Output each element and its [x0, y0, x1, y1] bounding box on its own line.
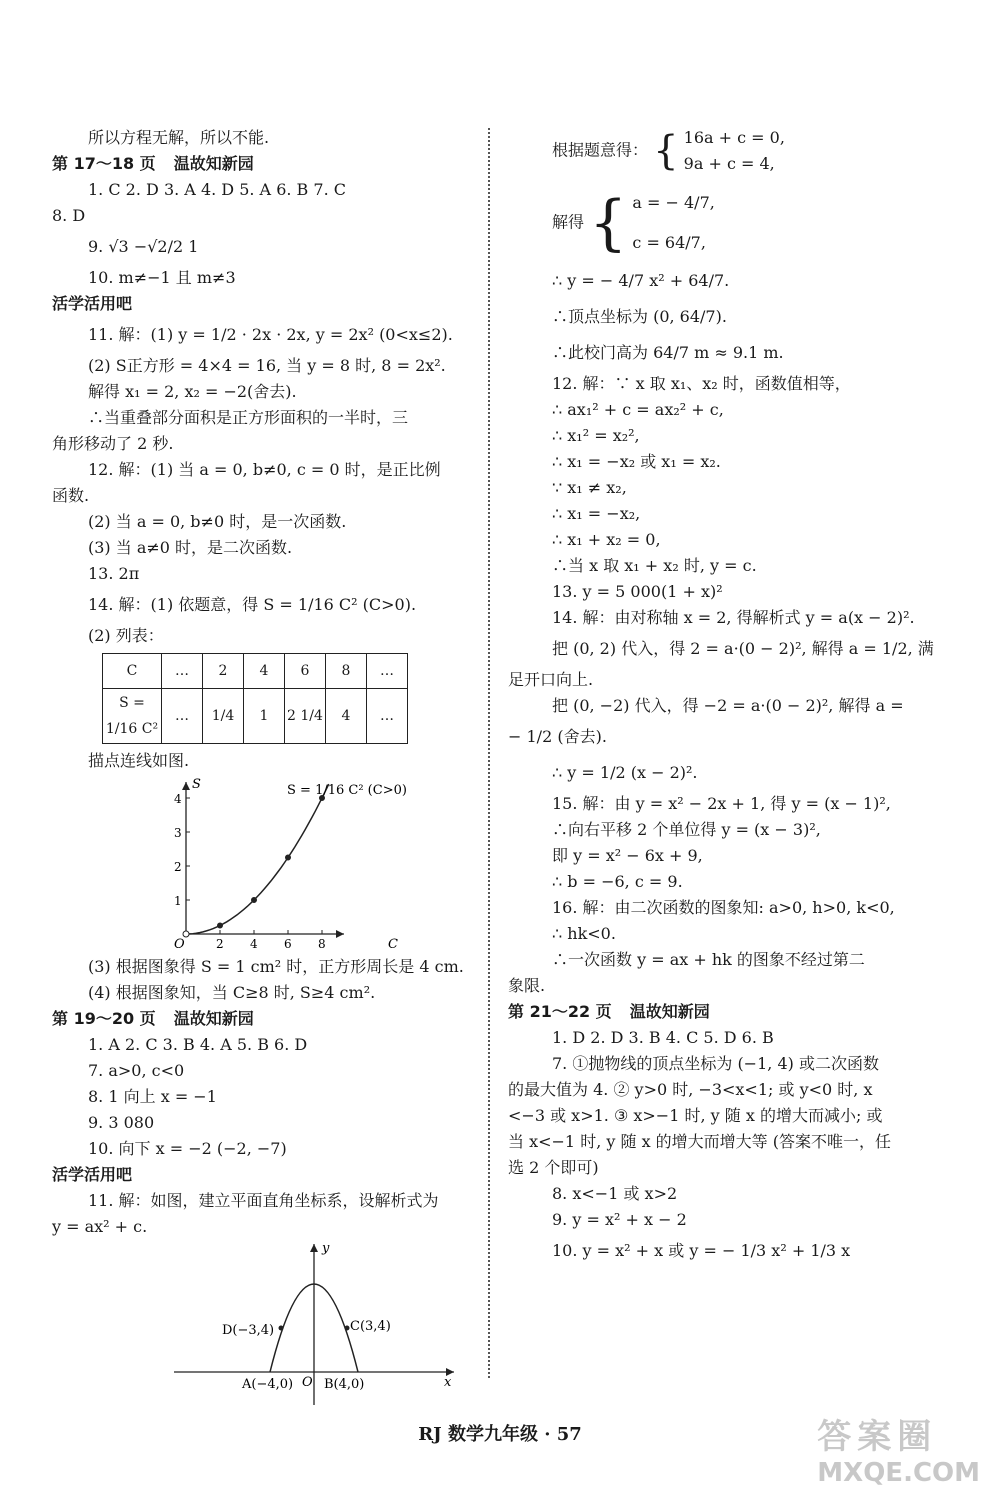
solution-line: 角形移动了 2 秒.	[52, 434, 174, 453]
x-axis-arrow	[336, 930, 344, 938]
solution-line: 根据题意得： { 16a + c = 0, 9a + c = 4,	[508, 125, 928, 177]
section-heading: 第 17～18 页 温故知新园	[52, 154, 254, 173]
solution-line: (3) 根据图象得 S = 1 cm² 时，正方形周长是 4 cm.	[88, 957, 464, 976]
solution-line: (2) S正方形 = 4×4 = 16, 当 y = 8 时, 8 = 2x².	[88, 356, 446, 375]
solution-line: ∴ hk<0.	[552, 924, 616, 943]
solution-line: 14. 解：由对称轴 x = 2, 得解析式 y = a(x − 2)².	[552, 608, 915, 627]
y-axis-arrow	[310, 1244, 318, 1252]
solution-line: 描点连线如图.	[88, 751, 190, 770]
table-row	[103, 689, 408, 744]
data-point	[252, 898, 257, 903]
table-cell: 1	[244, 689, 285, 744]
y-axis-arrow	[182, 782, 190, 790]
solution-line: 12. 解：∵ x 取 x₁、x₂ 时，函数值相等，	[552, 374, 851, 393]
table-cell: …	[367, 654, 408, 689]
solution-line: (2) 列表：	[88, 626, 164, 645]
answer-line: 1. A 2. C 3. B 4. A 5. B 6. D	[88, 1035, 308, 1054]
solution-line: 解得 x₁ = 2, x₂ = −2(舍去).	[88, 382, 297, 401]
answer-line: 8. 1 向上 x = −1	[88, 1087, 217, 1106]
solution-line: (3) 当 a≠0 时，是二次函数.	[88, 538, 293, 557]
graph-marks	[183, 784, 329, 937]
table-cell: C	[103, 654, 162, 689]
section-heading: 活学活用吧	[52, 1165, 133, 1184]
solution-line: ∴顶点坐标为 (0, 64/7).	[552, 307, 727, 326]
answer-line: 10. y = x² + x 或 y = − 1/3 x² + 1/3 x	[552, 1241, 851, 1260]
y-tick-label: 1	[174, 894, 182, 908]
solution-line: ∴ x₁² = x₂²,	[552, 426, 640, 445]
table-cell: 2 1/4	[285, 689, 326, 744]
column-divider	[488, 128, 490, 1378]
gate-parabola-graph	[164, 1240, 464, 1410]
y-axis-name: y	[322, 1241, 330, 1256]
solution-line: ∴ y = − 4/7 x² + 64/7.	[552, 271, 730, 290]
solution-line: ∴ ax₁² + c = ax₂² + c,	[552, 400, 724, 419]
table-row	[103, 654, 408, 689]
table-cell: 6	[285, 654, 326, 689]
answer-line: 7. a>0, c<0	[88, 1061, 185, 1080]
solution-line: (4) 根据图象知，当 C≥8 时, S≥4 cm².	[88, 983, 376, 1002]
solution-line: 11. 解：如图，建立平面直角坐标系，设解析式为	[88, 1191, 439, 1210]
answer-line: 7. ①抛物线的顶点坐标为 (−1, 4) 或二次函数	[552, 1054, 879, 1073]
table-cell: 8	[326, 654, 367, 689]
x-axis-name: x	[444, 1375, 452, 1390]
solution-line: y = ax² + c.	[52, 1217, 148, 1236]
equation-system: a = − 4/7, c = 64/7,	[632, 193, 715, 252]
x-tick-label: 2	[216, 937, 224, 951]
solution-line: 15. 解：由 y = x² − 2x + 1, 得 y = (x − 1)²,	[552, 794, 891, 813]
table-cell: 2	[203, 654, 244, 689]
value-table	[102, 653, 408, 744]
solution-line: 13. y = 5 000(1 + x)²	[552, 582, 723, 601]
table-cell: 1/4	[203, 689, 244, 744]
point-d	[279, 1326, 284, 1331]
data-point	[286, 855, 291, 860]
answer-line: 8. D	[52, 206, 86, 225]
solution-line: ∴ y = 1/2 (x − 2)².	[552, 763, 698, 782]
y-axis-name: S	[192, 777, 201, 792]
x-tick-label: 4	[250, 937, 258, 951]
table-cell: …	[162, 689, 203, 744]
curve-s-c	[186, 784, 329, 934]
table-cell: …	[162, 654, 203, 689]
solution-line: ∴ x₁ = −x₂ 或 x₁ = x₂.	[552, 452, 721, 471]
solution-line: 把 (0, −2) 代入，得 −2 = a·(0 − 2)², 解得 a =	[552, 696, 904, 715]
answer-line: 10. m≠−1 且 m≠3	[88, 268, 236, 287]
solution-line: 足开口向上.	[508, 670, 594, 689]
watermark-logo: 答案圈 MXQE.COM	[817, 1417, 980, 1488]
brace: {	[653, 128, 679, 174]
solution-line: 解得 { a = − 4/7, c = 64/7,	[508, 183, 928, 263]
left-column	[52, 125, 472, 1410]
point-b-label: B(4,0)	[324, 1377, 365, 1392]
graph-axes	[174, 782, 344, 951]
brace: {	[589, 188, 628, 258]
section-heading: 活学活用吧	[52, 294, 133, 313]
solution-line: 13. 2π	[88, 564, 140, 583]
answer-line: 的最大值为 4. ② y>0 时, −3<x<1; 或 y<0 时, x	[508, 1080, 873, 1099]
answer-line: 8. x<−1 或 x>2	[552, 1184, 678, 1203]
section-heading: 第 19～20 页 温故知新园	[52, 1009, 254, 1028]
table-cell: S = 1/16 C²	[103, 689, 162, 744]
solution-line: 函数.	[52, 486, 90, 505]
answer-line: 9. √3 −√2/2 1	[88, 237, 199, 256]
answer-line: 选 2 个即可)	[508, 1158, 599, 1177]
origin-label: O	[174, 937, 185, 952]
solution-line: ∴当重叠部分面积是正方形面积的一半时，三	[88, 408, 409, 427]
data-point	[218, 923, 223, 928]
y-tick-label: 2	[174, 860, 182, 874]
answer-line: 9. 3 080	[88, 1113, 155, 1132]
solution-line: (2) 当 a = 0, b≠0 时，是一次函数.	[88, 512, 347, 531]
answer-line: 当 x<−1 时, y 随 x 的增大而增大等 (答案不唯一，任	[508, 1132, 892, 1151]
solution-line: ∴ x₁ + x₂ = 0,	[552, 530, 661, 549]
solution-line: 即 y = x² − 6x + 9,	[552, 846, 703, 865]
table-cell: 4	[244, 654, 285, 689]
answer-line: 9. y = x² + x − 2	[552, 1210, 687, 1229]
answer-line: 1. C 2. D 3. A 4. D 5. A 6. B 7. C	[88, 180, 346, 199]
x-tick-label: 8	[318, 937, 326, 951]
point-a-label: A(−4,0)	[242, 1377, 294, 1392]
solution-line: 把 (0, 2) 代入，得 2 = a·(0 − 2)², 解得 a = 1/2, 满	[552, 639, 934, 658]
point-d-label: D(−3,4)	[222, 1323, 275, 1338]
solution-line: ∴ b = −6, c = 9.	[552, 872, 683, 891]
right-column	[508, 125, 934, 1269]
solution-line: 12. 解：(1) 当 a = 0, b≠0, c = 0 时，是正比例	[88, 460, 441, 479]
solution-line: ∴当 x 取 x₁ + x₂ 时, y = c.	[552, 556, 757, 575]
solution-line: 11. 解：(1) y = 1/2 · 2x · 2x, y = 2x² (0<x≤2).	[88, 325, 453, 344]
solution-line: ∴此校门高为 64/7 m ≈ 9.1 m.	[552, 343, 784, 362]
section-heading: 第 21～22 页 温故知新园	[508, 1002, 710, 1021]
solution-line: ∴一次函数 y = ax + hk 的图象不经过第二	[552, 950, 865, 969]
solution-line: ∴向右平移 2 个单位得 y = (x − 3)²,	[552, 820, 821, 839]
answer-line: 10. 向下 x = −2 (−2, −7)	[88, 1139, 287, 1158]
x-tick-label: 6	[284, 937, 292, 951]
text-line: 所以方程无解，所以不能.	[88, 128, 270, 147]
parabola-graph-s-c	[152, 774, 452, 954]
table-cell: …	[367, 689, 408, 744]
y-tick-label: 3	[174, 826, 182, 840]
answer-line: <−3 或 x>1. ③ x>−1 时, y 随 x 的增大而减小; 或	[508, 1106, 883, 1125]
solution-line: 象限.	[508, 976, 546, 995]
answer-line: 1. D 2. D 3. B 4. C 5. D 6. B	[552, 1028, 774, 1047]
point-c-label: C(3,4)	[350, 1319, 391, 1334]
solution-line: − 1/2 (舍去).	[508, 727, 607, 746]
solution-line: 14. 解：(1) 依题意，得 S = 1/16 C² (C>0).	[88, 595, 417, 614]
table-cell: 4	[326, 689, 367, 744]
y-tick-label: 4	[174, 792, 182, 806]
equation-system: 16a + c = 0, 9a + c = 4,	[683, 128, 785, 173]
point-c	[345, 1326, 350, 1331]
graph-title: S = 1/16 C² (C>0)	[287, 783, 407, 798]
solution-line: ∴ x₁ = −x₂,	[552, 504, 641, 523]
solution-line: 16. 解：由二次函数的图象知: a>0, h>0, k<0,	[552, 898, 895, 917]
origin-label: O	[302, 1375, 313, 1390]
solution-line: ∵ x₁ ≠ x₂,	[552, 478, 627, 497]
page-footer: RJ 数学九年级 · 57	[418, 1424, 582, 1445]
x-axis-name: C	[388, 937, 398, 952]
